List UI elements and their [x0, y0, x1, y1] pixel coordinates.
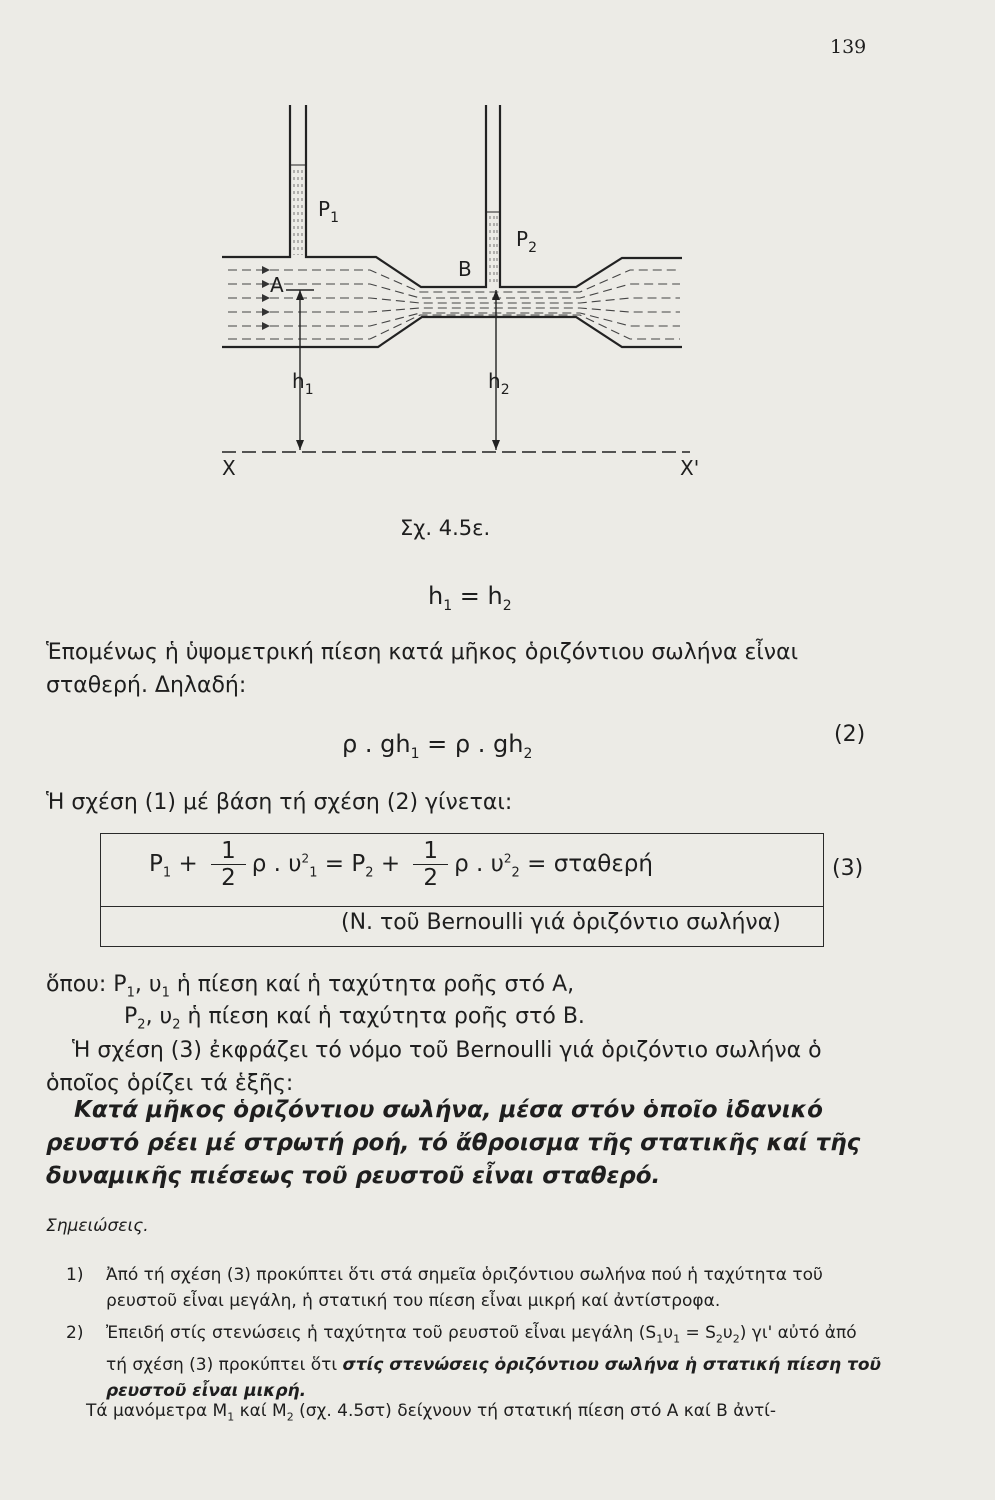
equation-2-number: (2) [834, 722, 866, 747]
note-2: 2) Ἐπειδή στίς στενώσεις ἡ ταχύτητα τοῦ ρευστοῦ εἶναι μεγάλη $(S_1\upsilon_1 = S_2\upsilon_2)$ γι' αὐτό ἀπό τή σχέση (3) προκύπτει ὅτι στίς στενώσεις ὁριζόντιου σωλήνα ἡ στατική πίεση τοῦ ρευστοῦ εἶναι μικρή. [66, 1323, 882, 1402]
bernoulli-label: (Ν. τοῦ Bernoulli γιά ὁριζόντιο σωλήνα) [341, 910, 781, 935]
bernoulli-equation: $P_1$ + $\frac{1}{2}$ ρ . $\upsilon^2_1 = P_2$ + $\frac{1}{2}$ ρ . $\upsilon^2_2 = \sigma\tau\alpha\theta\varepsilon\rho ή$ [149, 838, 653, 891]
paragraph-2: Ἡ σχέση (1) μέ βάση τή σχέση (2) γίνεται: [46, 790, 513, 815]
equation-2: ρ . $gh_1 = \rho$ . $gh_2$ [342, 730, 533, 762]
label-h2: $h_2$ [488, 369, 510, 398]
where-line-1: ὅπου: $P_1$, $\upsilon_1$ ἡ πίεση καί ἡ ταχύτητα ροῆς στό Α, [46, 972, 575, 1001]
streamlines [228, 270, 680, 339]
label-x-right: X' [680, 456, 700, 480]
label-p1: $P_1$ [318, 197, 339, 226]
paragraph-3: Ἡ σχέση (3) ἐκφράζει τό νόμο τοῦ Bernoulli γιά ὁριζόντιο σωλήνα ὁ ὁποῖος ὁρίζει τά ἑξῆς: [46, 1038, 822, 1096]
page-number: 139 [830, 36, 867, 58]
fraction-2: $\frac{1}{2}$ [413, 838, 448, 891]
where-line-2: $P_2$, $\upsilon_2$ ἡ πίεση καί ἡ ταχύτητα ροῆς στό Β. [124, 1004, 585, 1033]
last-line: Τά μανόμετρα $M_1$ καί $M_2$ (σχ. 4.5στ) δείχνουν τή στατική πίεση στό Α καί Β ἀντί- [86, 1401, 777, 1424]
notes-title: Σημειώσεις. [46, 1216, 149, 1236]
tube-bottom-wall [222, 317, 682, 347]
bernoulli-law: Κατά μῆκος ὁριζόντιου σωλήνα, μέσα στόν ὁποῖο ἰδανικό ρευστό ρέει μέ στρωτή ροή, τό ἄθροισμα τῆς στατικῆς καί τῆς δυναμικῆς πιέσεως τοῦ ρευστοῦ εἶναι σταθερό. [46, 1097, 861, 1189]
label-p2: $P_2$ [516, 227, 537, 256]
venturi-figure [0, 0, 995, 520]
equation-h: $h_1 = h_2$ [428, 582, 512, 614]
label-a: A [270, 273, 284, 297]
paragraph-1: Ἑπομένως ἡ ὑψομετρική πίεση κατά μῆκος ὁριζόντιου σωλήνα εἶναι σταθερή. Δηλαδή: [46, 640, 799, 698]
fraction-1: $\frac{1}{2}$ [211, 838, 246, 891]
label-b: B [458, 257, 472, 281]
label-h1: $h_1$ [292, 369, 314, 398]
figure-caption: Σχ. 4.5ε. [400, 516, 491, 540]
tube-top-wall [222, 105, 682, 287]
label-x-left: X [222, 456, 236, 480]
box-divider [101, 906, 823, 907]
bernoulli-box [100, 833, 824, 947]
note-1: 1) Ἀπό τή σχέση (3) προκύπτει ὅτι στά σημεῖα ὁριζόντιου σωλήνα πού ἡ ταχύτητα τοῦ ρευστοῦ εἶναι μεγάλη, ἡ στατική του πίεση εἶναι μικρή καί ἀντίστροφα. [66, 1265, 823, 1311]
equation-3-number: (3) [832, 856, 864, 881]
